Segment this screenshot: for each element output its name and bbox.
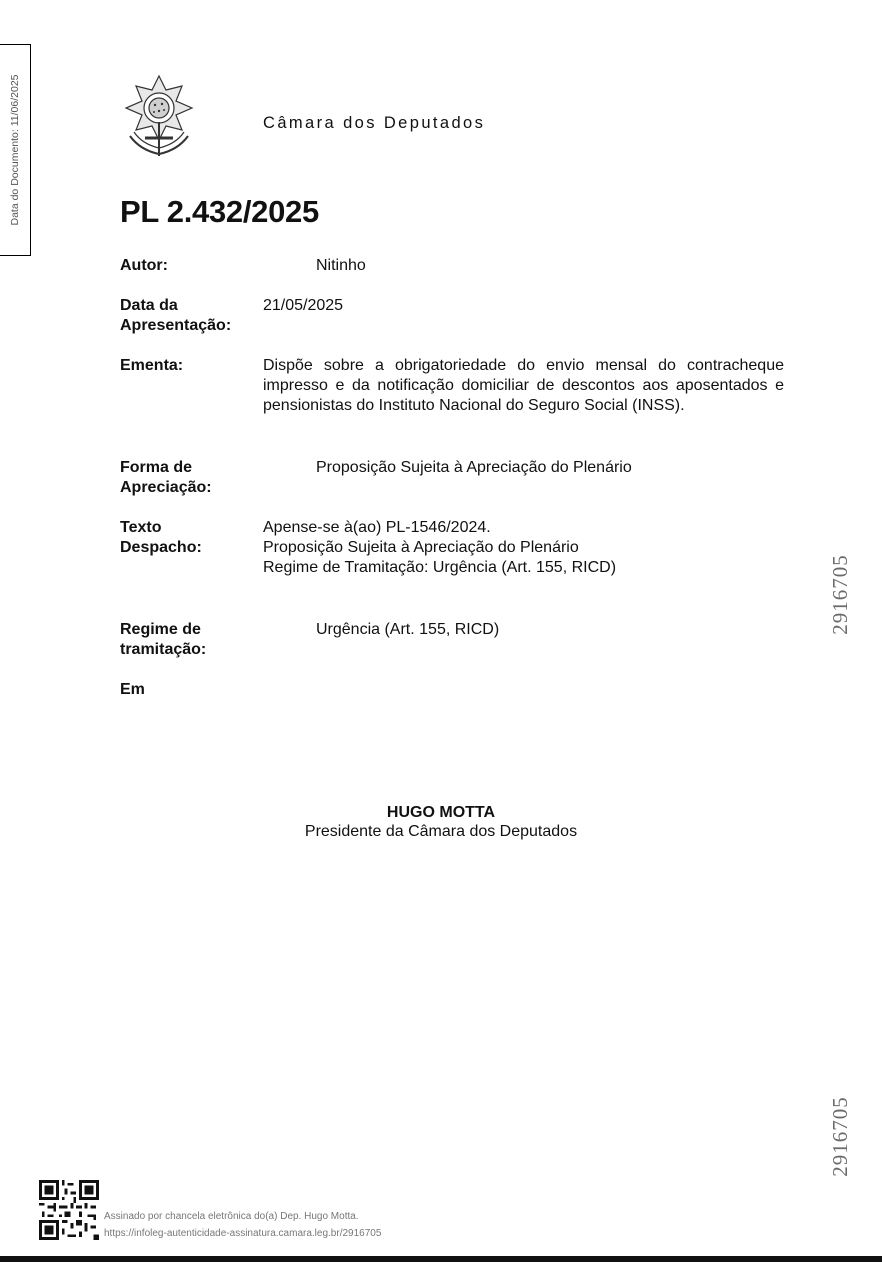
despacho-line: Apense-se à(ao) PL-1546/2024. xyxy=(263,519,491,536)
organization-name: Câmara dos Deputados xyxy=(263,114,486,132)
texto-despacho-value xyxy=(263,518,616,578)
texto-despacho-label-line1: Texto xyxy=(120,519,162,536)
em-label: Em xyxy=(120,681,145,698)
regime-tramitacao-label-line1: Regime de xyxy=(120,621,201,638)
coat-of-arms-icon xyxy=(120,74,198,158)
data-apresentacao-value: 21/05/2025 xyxy=(263,297,344,314)
forma-apreciacao-label-line2: Apreciação: xyxy=(120,479,212,496)
despacho-line: Regime de Tramitação: Urgência (Art. 155, RICD) xyxy=(263,559,617,576)
document-date-stamp xyxy=(0,44,31,256)
signature-note: Assinado por chancela eletrônica do(a) Dep. Hugo Motta. xyxy=(104,1211,359,1222)
qr-code-icon xyxy=(39,1180,99,1240)
forma-apreciacao-label xyxy=(120,458,212,498)
side-document-number: 2916705 xyxy=(827,554,852,635)
ementa-label: Ementa: xyxy=(120,357,184,374)
authenticity-url[interactable]: https://infoleg-autenticidade-assinatura.camara.leg.br/2916705 xyxy=(104,1228,382,1239)
document-date-text: Data do Documento: 11/06/2025 xyxy=(9,74,21,226)
data-apresentacao-label-line1: Data da xyxy=(120,297,178,314)
despacho-line: Proposição Sujeita à Apreciação do Plenário xyxy=(263,539,579,556)
document-title: PL 2.432/2025 xyxy=(120,194,319,229)
side-document-number: 2916705 xyxy=(827,1096,852,1177)
signatory-name: HUGO MOTTA xyxy=(386,804,496,821)
data-apresentacao-label xyxy=(120,296,231,336)
autor-label: Autor: xyxy=(120,257,168,274)
bottom-edge-bar xyxy=(0,1256,882,1262)
signatory-role: Presidente da Câmara dos Deputados xyxy=(304,823,578,840)
regime-tramitacao-value: Urgência (Art. 155, RICD) xyxy=(316,621,500,638)
regime-tramitacao-label xyxy=(120,620,206,660)
autor-value: Nitinho xyxy=(316,257,366,274)
forma-apreciacao-value: Proposição Sujeita à Apreciação do Plenário xyxy=(316,459,632,476)
ementa-value: Dispõe sobre a obrigatoriedade do envio mensal do contracheque impresso e da notificação domiciliar de descontos aos aposentados e pensionistas do Instituto Nacional do Seguro Social (INSS). xyxy=(263,357,784,414)
texto-despacho-label-line2: Despacho: xyxy=(120,539,202,556)
data-apresentacao-label-line2: Apresentação: xyxy=(120,317,232,334)
regime-tramitacao-label-line2: tramitação: xyxy=(120,641,207,658)
texto-despacho-label xyxy=(120,518,202,558)
forma-apreciacao-label-line1: Forma de xyxy=(120,459,193,476)
